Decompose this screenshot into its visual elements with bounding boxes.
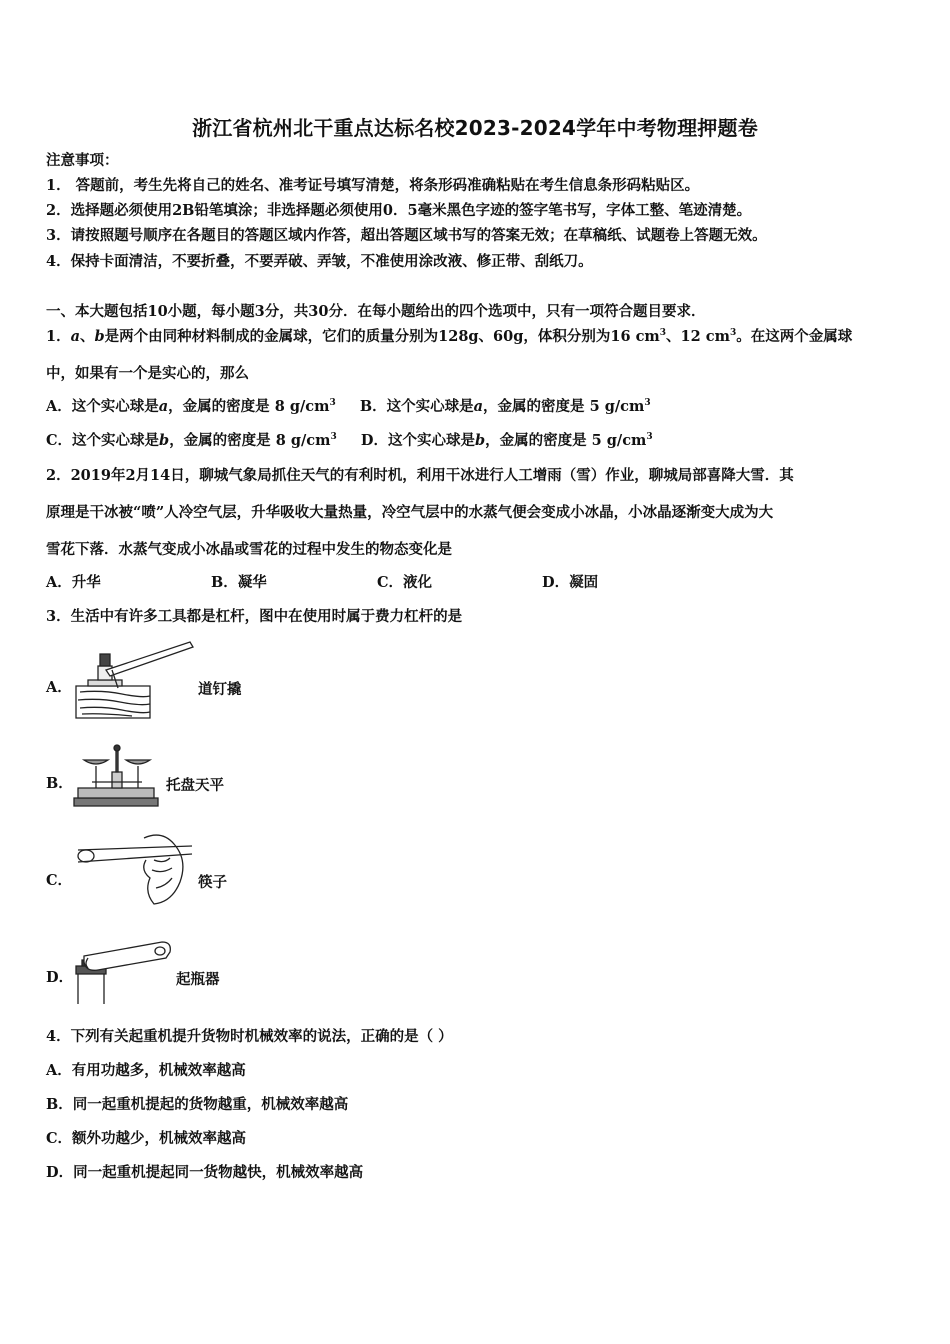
q1-option-b-pre: B．这个实心球是 <box>359 398 474 415</box>
q1-text-3: 。在这两个金属球 <box>736 328 853 345</box>
q1-option-c <box>46 432 337 449</box>
q3-option-b-label: 托盘天平 <box>166 777 224 794</box>
q1-option-a-pre: A．这个实心球是 <box>46 398 159 415</box>
q3-option-c-letter: C． <box>46 872 73 889</box>
q1-var-b: b <box>94 328 105 345</box>
q4-option-b: B．同一起重机提起的货物越重，机械效率越高 <box>46 1096 349 1113</box>
page-title: 浙江省杭州北干重点达标名校2023-2024学年中考物理押题卷 <box>192 116 758 140</box>
q1-option-d-sup: 3 <box>646 432 653 443</box>
q1-line-1 <box>46 327 852 347</box>
q1-option-c-var: b <box>159 432 170 449</box>
q1-sup-1: 3 <box>659 328 667 339</box>
q2-option-c: C．液化 <box>377 574 433 591</box>
q1-option-d-pre: D．这个实心球是 <box>360 432 475 449</box>
q2-option-d: D．凝固 <box>542 574 599 591</box>
q1-option-c-pre: C．这个实心球是 <box>46 432 160 449</box>
q4-option-a: A．有用功越多，机械效率越高 <box>46 1062 246 1079</box>
q1-option-b <box>360 398 651 415</box>
q1-sup-2: 3 <box>729 328 737 339</box>
q2-line-1: 2．2019年2月14日，聊城气象局抓住天气的有利时机，利用干冰进行人工增雨（雪）作业，聊城局部喜降大雪．其 <box>46 467 794 484</box>
q3-option-a-label: 道钉撬 <box>198 681 242 698</box>
bottle-opener-figure <box>70 940 174 1006</box>
q2-line-3: 雪花下落．水蒸气变成小冰晶或雪花的过程中发生的物态变化是 <box>46 541 452 558</box>
q1-text-2: 、12 cm <box>666 328 730 345</box>
notice-item-1: 1． 答题前，考生先将自己的姓名、准考证号填写清楚，将条形码准确粘贴在考生信息条形码粘贴区。 <box>46 177 700 194</box>
notice-item-2: 2．选择题必须使用2B铅笔填涂；非选择题必须使用0．5毫米黑色字迹的签字笔书写，字体工整、笔迹清楚。 <box>46 202 752 219</box>
chopsticks-figure <box>74 830 196 908</box>
q3-option-b-letter: B． <box>46 775 73 792</box>
q3-stem: 3．生活中有许多工具都是杠杆，图中在使用时属于费力杠杆的是 <box>46 608 463 625</box>
q4-option-d: D．同一起重机提起同一货物越快，机械效率越高 <box>46 1164 364 1181</box>
q1-option-c-post: ，金属的密度是 8 g/cm <box>169 432 331 449</box>
q1-option-c-sup: 3 <box>330 432 337 443</box>
notice-item-3: 3．请按照题号顺序在各题目的答题区域内作答，超出答题区域书写的答案无效；在草稿纸、试题卷上答题无效。 <box>46 227 767 244</box>
q1-option-a-var: a <box>158 398 169 415</box>
q1-option-b-var: a <box>473 398 484 415</box>
q4-option-c: C．额外功越少，机械效率越高 <box>46 1130 247 1147</box>
q1-option-d <box>361 432 653 449</box>
notice-heading: 注意事项： <box>46 152 119 169</box>
q1-option-d-var: b <box>474 432 486 449</box>
section-intro: 一、本大题包括10小题，每小题3分，共30分．在每小题给出的四个选项中，只有一项符合题目要求． <box>46 303 706 320</box>
q1-option-a-sup: 3 <box>329 398 336 409</box>
q1-option-a-post: ，金属的密度是 8 g/cm <box>168 398 330 415</box>
q1-option-d-post: ，金属的密度是 5 g/cm <box>485 432 647 449</box>
q1-options-ab <box>46 397 651 417</box>
q1-option-a <box>46 398 336 415</box>
notice-item-4: 4．保持卡面清洁，不要折叠，不要弄破、弄皱，不准使用涂改液、修正带、刮纸刀。 <box>46 253 593 270</box>
q3-option-d-label: 起瓶器 <box>176 971 220 988</box>
q3-option-d-letter: D． <box>46 969 74 986</box>
q1-text-1: 是两个由同种材料制成的金属球，它们的质量分别为128g、60g，体积分别为16 cm <box>104 328 660 345</box>
q1-option-b-sup: 3 <box>644 398 651 409</box>
q1-var-a: a <box>70 328 80 345</box>
q1-line-2: 中，如果有一个是实心的，那么 <box>46 365 249 382</box>
q2-line-2: 原理是干冰被“喷”人冷空气层，升华吸收大量热量，冷空气层中的水蒸气便会变成小冰晶，小冰晶逐渐变大成为大 <box>46 504 774 521</box>
q1-sep: 、 <box>80 328 95 345</box>
q4-stem: 4．下列有关起重机提升货物时机械效率的说法，正确的是（ ） <box>46 1028 453 1045</box>
crowbar-figure <box>72 640 198 720</box>
q3-option-a-letter: A． <box>46 679 72 696</box>
q1-number: 1． <box>46 328 71 345</box>
q1-options-cd <box>46 431 653 451</box>
q3-option-c-label: 筷子 <box>198 874 227 891</box>
q1-option-b-post: ，金属的密度是 5 g/cm <box>483 398 645 415</box>
q2-option-b: B．凝华 <box>211 574 267 591</box>
balance-figure <box>72 742 162 808</box>
q2-option-a: A．升华 <box>46 574 101 591</box>
